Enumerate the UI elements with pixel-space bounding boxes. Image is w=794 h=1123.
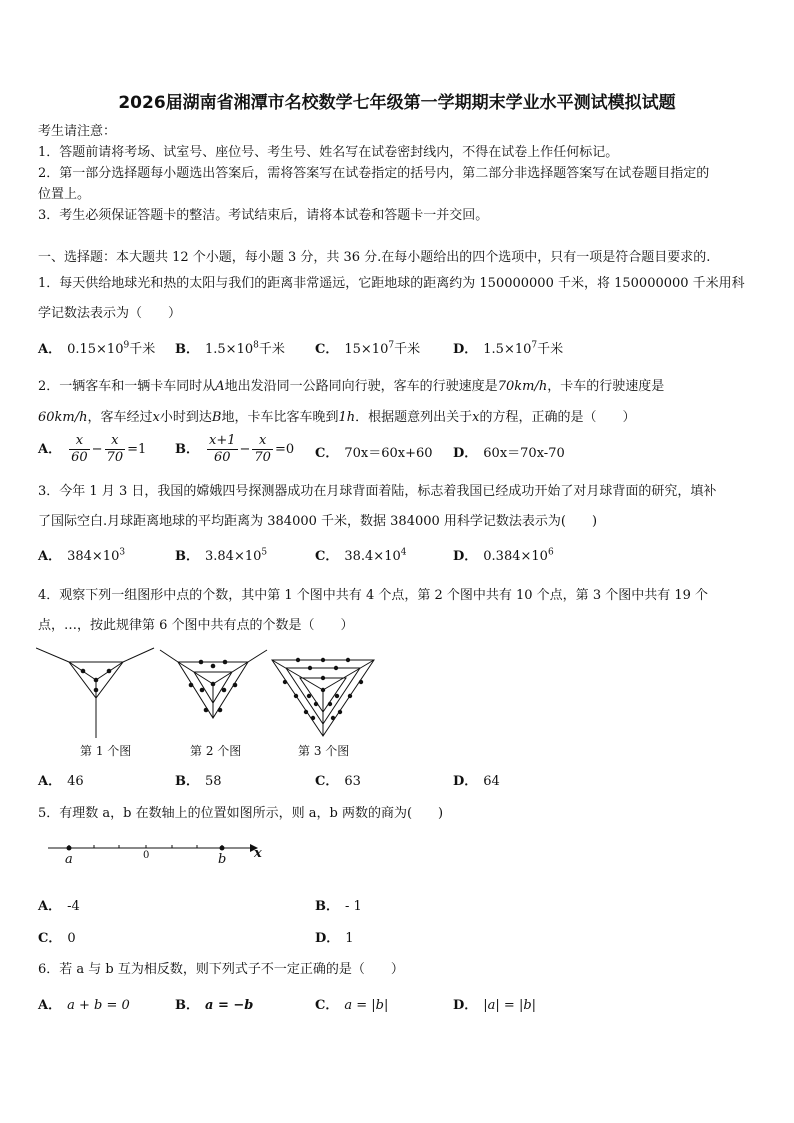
question-1-line-1: 1．每天供给地球光和热的太阳与我们的距离非常遥远，它距地球的距离约为 150000000 千米，将 150000000 千米用科 xyxy=(38,276,745,291)
question-2-line-1: 2．一辆客车和一辆卡车同时从A地出发沿同一公路同向行驶，客车的行驶速度是70km/h，卡车的行驶速度是 xyxy=(38,379,665,394)
q1-option-d: D． $1.5\times 10^7$千米 xyxy=(453,340,564,357)
notice-item-2-cont: 位置上。 xyxy=(38,187,91,202)
q3-option-b: B． $3.84\times 10^5$ xyxy=(175,547,268,564)
q5-option-b: B． - 1 xyxy=(315,899,362,914)
q2-option-c: C． 70x＝60x+60 xyxy=(315,446,433,461)
q6-option-a: A． a + b = 0 xyxy=(38,998,130,1013)
notice-item-1: 1．答题前请将考场、试室号、座位号、考生号、姓名写在试卷密封线内，不得在试卷上作任何标记。 xyxy=(38,145,619,160)
q1-option-a: A． $0.15\times 10^9$千米 xyxy=(38,340,156,357)
axis-label-a: a xyxy=(65,852,73,867)
q3-option-c: C． $38.4\times 10^4$ xyxy=(315,547,407,564)
dot-pattern-figures xyxy=(36,640,276,740)
axis-label-b: b xyxy=(218,852,227,867)
notice-header: 考生请注意： xyxy=(38,124,117,139)
page-title: 2026届湖南省湘潭市名校数学七年级第一学期期末学业水平测试模拟试题 xyxy=(118,93,676,113)
q4-option-a: A． 46 xyxy=(38,774,84,789)
q4-option-b: B． 58 xyxy=(175,774,222,789)
q5-option-d: D． 1 xyxy=(315,931,354,946)
q5-option-a: A． -4 xyxy=(38,899,80,914)
question-3-line-2: 了国际空白.月球距离地球的平均距离为 384000 千米，数据 384000 用科学记数法表示为( ) xyxy=(38,514,598,529)
notice-item-2: 2．第一部分选择题每小题选出答案后，需将答案写在试卷指定的括号内，第二部分非选择题答案写在试卷题目指定的 xyxy=(38,166,710,181)
q2-option-d: D． 60x＝70x-70 xyxy=(453,446,565,461)
q3-option-a: A． $384\times 10^3$ xyxy=(38,547,126,564)
notice-item-3: 3．考生必须保证答题卡的整洁。考试结束后，请将本试卷和答题卡一并交回。 xyxy=(38,208,489,223)
dot-pattern-figure-3 xyxy=(268,656,380,740)
number-line xyxy=(44,838,274,868)
q6-option-b: B． a = −b xyxy=(175,998,254,1013)
question-4-line-2: 点，…，按此规律第 6 个图中共有点的个数是（ ） xyxy=(38,618,354,633)
figure-1-caption: 第 1 个图 xyxy=(80,744,132,758)
question-1-line-2: 学记数法表示为（ ） xyxy=(38,306,182,321)
axis-label-zero: 0 xyxy=(143,850,150,861)
question-6-line-1: 6．若 a 与 b 互为相反数，则下列式子不一定正确的是（ ） xyxy=(38,962,404,977)
figure-2-caption: 第 2 个图 xyxy=(190,744,242,758)
figure-3-caption: 第 3 个图 xyxy=(298,744,350,758)
question-5-line-1: 5．有理数 a，b 在数轴上的位置如图所示，则 a，b 两数的商为( ) xyxy=(38,806,444,821)
q5-option-c: C． 0 xyxy=(38,931,76,946)
q6-option-d: D． |a| = |b| xyxy=(453,998,537,1013)
q2-option-b: B． $\frac{x+1}{60}$ − $\frac{x}{70}$ =0 xyxy=(175,433,295,465)
question-2-line-2: 60km/h，客车经过x小时到达B地，卡车比客车晚到1h．根据题意列出关于x的方程，正确的是（ ） xyxy=(38,410,636,425)
q6-option-c: C． a = |b| xyxy=(315,998,389,1013)
section-heading: 一、选择题：本大题共 12 个小题，每小题 3 分，共 36 分.在每小题给出的四个选项中，只有一项是符合题目要求的. xyxy=(38,250,711,265)
q1-option-b: B． $1.5\times 10^8$千米 xyxy=(175,340,285,357)
q4-option-c: C． 63 xyxy=(315,774,361,789)
q2-option-a: A． $\frac{x}{60}$ − $\frac{x}{70}$ =1 xyxy=(38,433,147,465)
q1-option-c: C． $15\times 10^7$千米 xyxy=(315,340,421,357)
question-3-line-1: 3．今年 1 月 3 日，我国的嫦娥四号探测器成功在月球背面着陆，标志着我国已经成功开始了对月球背面的研究，填补 xyxy=(38,484,717,499)
q3-option-d: D． $0.384\times 10^6$ xyxy=(453,547,554,564)
question-4-line-1: 4．观察下列一组图形中点的个数，其中第 1 个图中共有 4 个点，第 2 个图中共有 10 个点，第 3 个图中共有 19 个 xyxy=(38,588,709,603)
axis-label-x: x xyxy=(254,846,262,861)
q4-option-d: D． 64 xyxy=(453,774,500,789)
